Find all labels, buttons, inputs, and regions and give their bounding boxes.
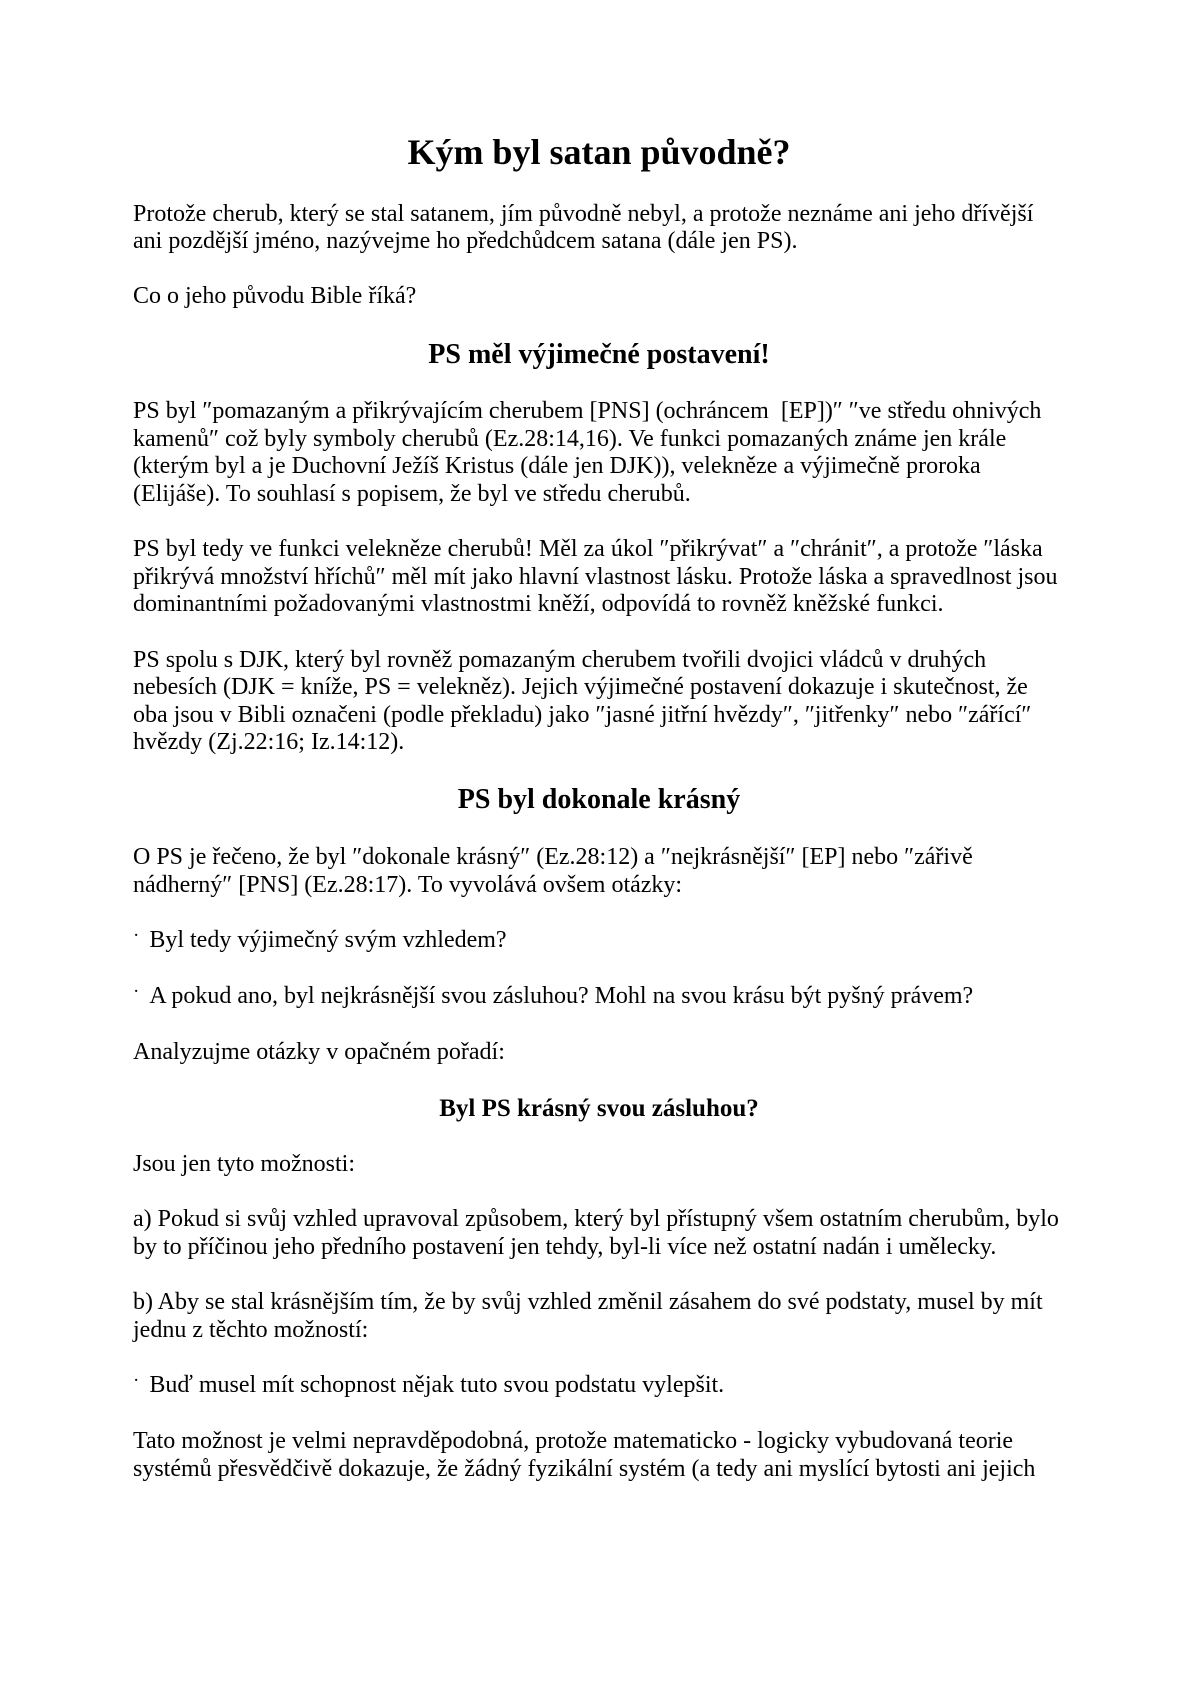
paragraph-receno: O PS je řečeno, že byl ″dokonale krásný″ (Ez.28:12) a ″nejkrásnější″ [EP] nebo ″zářivě nádherný″ [PNS] (Ez.28:17). To vyvolává ovšem otázky:: [133, 844, 979, 898]
document-body: [133, 132, 1065, 1511]
section-heading-postaveni: PS měl výjimečné postavení!: [428, 338, 770, 370]
subsection-heading-zasluhou: Byl PS krásný svou zásluhou?: [439, 1095, 759, 1123]
paragraph-intro: Protože cherub, který se stal satanem, jím původně nebyl, a protože neznáme ani jeho dřívější ani pozdější jméno, nazývejme ho předchůdcem satana (dále jen PS).: [133, 200, 1040, 255]
paragraph-varianta-b: b) Aby se stal krásnějším tím, že by svůj vzhled změnil zásahem do své podstaty, musel by mít jednu z těchto možností:: [133, 1288, 1049, 1343]
bullet-dot-icon: ·: [133, 924, 140, 946]
document-title: Kým byl satan původně?: [407, 132, 791, 172]
bullet-item-vzhled: [133, 924, 1065, 956]
bullet-dot-icon: ·: [133, 1369, 140, 1391]
paragraph-zaver: Tato možnost je velmi nepravděpodobná, protože matematicko - logicky vybudovaná teorie systémů přesvědčivě dokazuje, že žádný fyzikální systém (a tedy ani myslící bytosti ani jejich: [133, 1427, 1036, 1482]
paragraph-veleknez: PS byl tedy ve funkci velekněze cherubů! Měl za úkol ″přikrývat″ a ″chránit″, a protože ″láska přikrývá množství hříchů″ měl mít jako hlavní vlastnost lásku. Protože láska a spravedlnost jsou dominantními požadovanými vlastnostmi kněží, odpovídá to rovněž kněžské funkci.: [133, 536, 1064, 618]
paragraph-question-origin: Co o jeho původu Bible říká?: [133, 283, 417, 310]
bullet-item-text: Buď musel mít schopnost nějak tuto svou podstatu vylepšit.: [149, 1371, 725, 1398]
paragraph-spolu-s-djk: PS spolu s DJK, který byl rovněž pomazaným cherubem tvořili dvojici vládců v druhých nebesích (DJK = kníže, PS = velekněz). Jejich výjimečné postavení dokazuje i skutečnost, že oba jsou v Bibli označeni (podle překladu) jako ″jasné jitřní hvězdy″, ″jitřenky″ nebo ″zářící″ hvězdy (Zj.22:16; Iz.14:12).: [133, 646, 1038, 756]
section-heading-krasny: PS byl dokonale krásný: [457, 784, 741, 816]
paragraph-pomazany-cherub: PS byl ″pomazaným a přikrývajícím cherubem [PNS] (ochráncem [EP])″ ″ve středu ohnivých kamenů″ což byly symboly cherubů (Ez.28:14,16). Ve funkci pomazaných známe jen krále (kterým byl a je Duchovní Ježíš Kristus (dále jen DJK)), velekněze a výjimečně proroka (Elijáše). To souhlasí s popisem, že byl ve středu cherubů.: [133, 398, 1048, 507]
paragraph-varianta-a: a) Pokud si svůj vzhled upravoval způsobem, který byl přístupný všem ostatním cherubům, bylo by to příčinou jeho předního postavení jen tehdy, byl-li více než ostatní nadán i umělecky.: [133, 1206, 1065, 1260]
paragraph-analyzujme: Analyzujme otázky v opačném pořadí:: [133, 1039, 505, 1066]
bullet-item-text: Byl tedy výjimečný svým vzhledem?: [149, 926, 507, 953]
bullet-item-text: A pokud ano, byl nejkrásnější svou zásluhou? Mohl na svou krásu být pyšný právem?: [149, 983, 974, 1010]
bullet-item-bud: [133, 1369, 1065, 1401]
bullet-item-zasluha: [133, 983, 1065, 1012]
paragraph-moznosti: Jsou jen tyto možnosti:: [133, 1151, 355, 1177]
bullet-dot-icon: ·: [133, 981, 140, 1003]
